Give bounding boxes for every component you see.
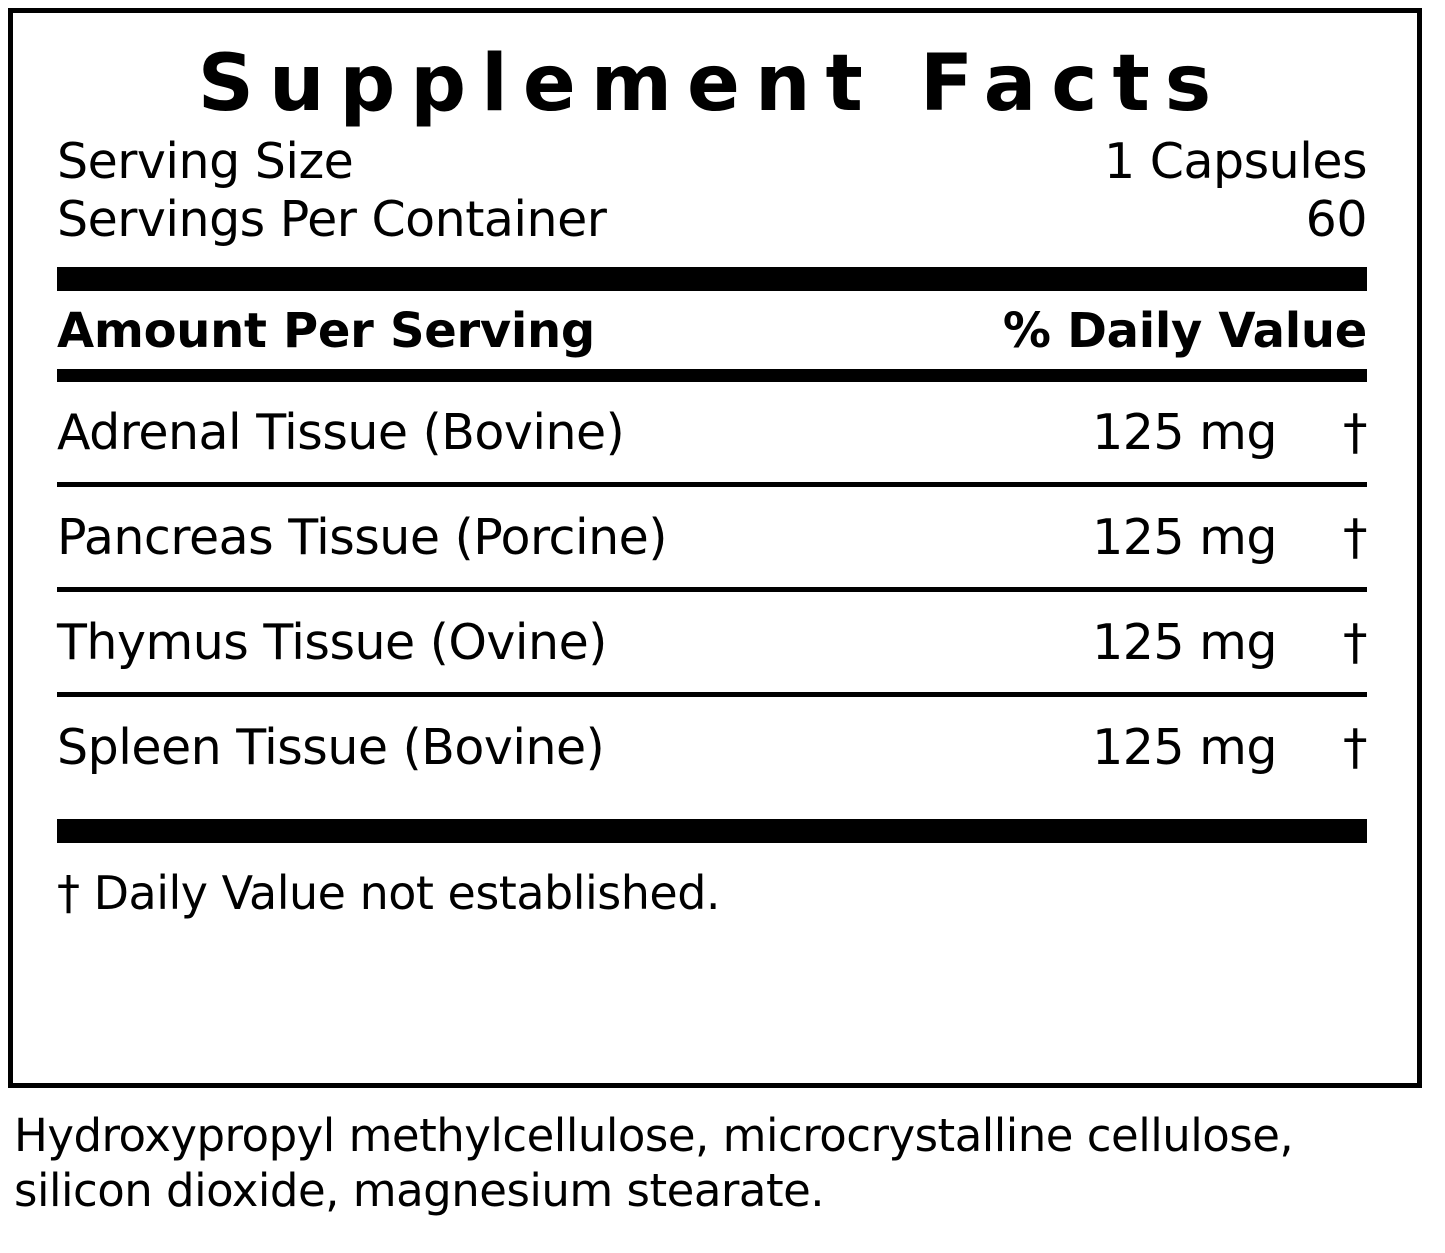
servings-per-container-label: Servings Per Container — [57, 191, 607, 248]
page-title: Supplement Facts — [197, 39, 1227, 129]
divider-medium — [57, 369, 1367, 382]
supplement-facts-content — [57, 41, 1367, 921]
ingredient-daily-value: † — [1343, 614, 1367, 671]
daily-value-footnote: † Daily Value not established. — [57, 866, 721, 920]
servings-per-container-value: 60 — [1305, 191, 1367, 248]
table-row — [57, 382, 1367, 482]
table-row — [57, 697, 1367, 797]
table-row — [57, 487, 1367, 587]
ingredient-daily-value: † — [1343, 719, 1367, 776]
serving-size-row — [57, 133, 1367, 191]
ingredient-daily-value: † — [1343, 404, 1367, 461]
daily-value-header: % Daily Value — [1002, 303, 1367, 359]
ingredient-name: Pancreas Tissue (Porcine) — [57, 509, 667, 566]
table-header-row — [57, 291, 1367, 369]
ingredient-amount: 125 mg — [1092, 404, 1277, 461]
other-ingredients-text: Hydroxypropyl methylcellulose, microcrystalline cellulose, silicon dioxide, magnesium stearate. — [14, 1109, 1294, 1217]
ingredient-name: Adrenal Tissue (Bovine) — [57, 404, 625, 461]
divider-thick-bottom — [57, 819, 1367, 843]
serving-size-value: 1 Capsules — [1104, 133, 1367, 190]
ingredient-daily-value: † — [1343, 509, 1367, 566]
amount-per-serving-header: Amount Per Serving — [57, 303, 595, 359]
table-row — [57, 592, 1367, 692]
supplement-facts-panel — [8, 8, 1422, 1088]
ingredient-name: Spleen Tissue (Bovine) — [57, 719, 605, 776]
ingredient-amount: 125 mg — [1092, 614, 1277, 671]
divider-thick-top — [57, 267, 1367, 291]
serving-size-label: Serving Size — [57, 133, 354, 190]
ingredient-name: Thymus Tissue (Ovine) — [57, 614, 607, 671]
ingredient-amount: 125 mg — [1092, 719, 1277, 776]
servings-per-container-row — [57, 191, 1367, 249]
ingredient-amount: 125 mg — [1092, 509, 1277, 566]
